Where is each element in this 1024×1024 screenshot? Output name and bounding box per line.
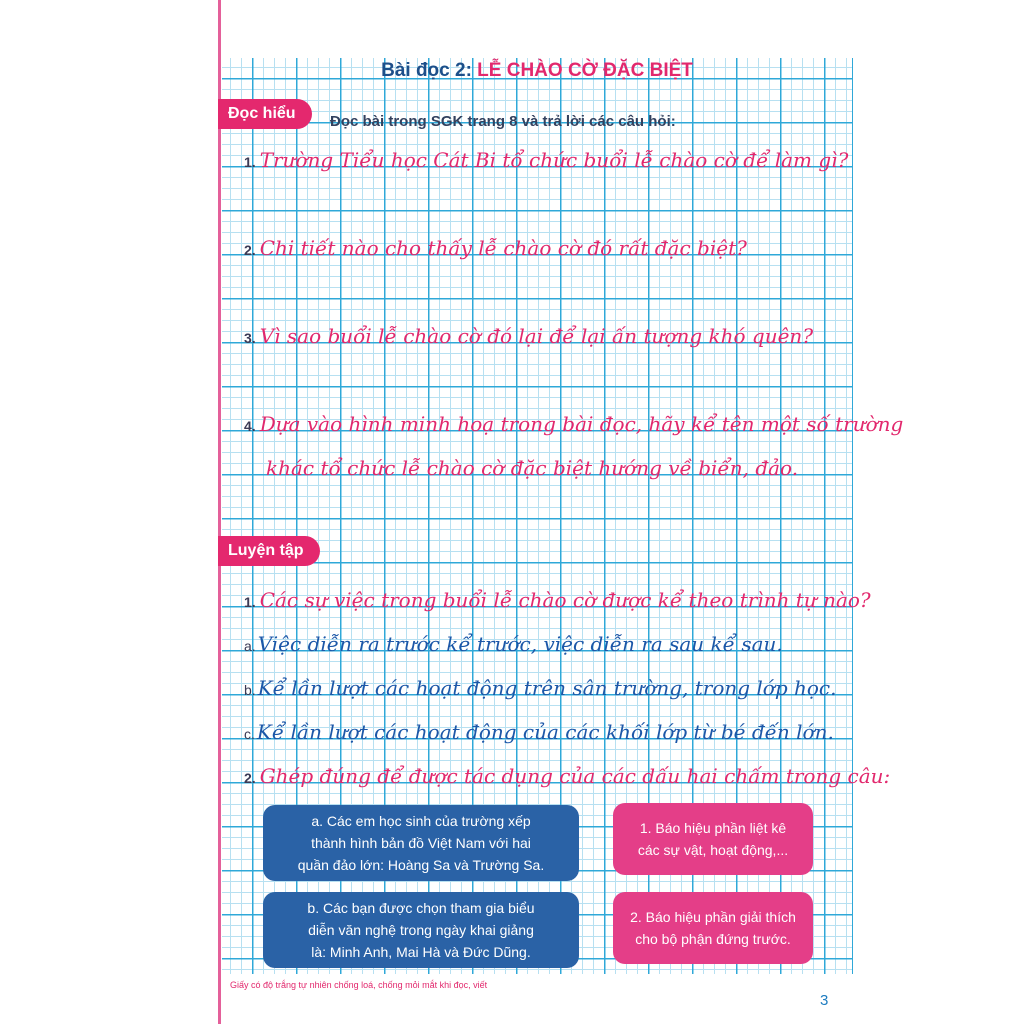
page-number: 3: [820, 992, 829, 1009]
match-left-b[interactable]: b. Các bạn được chọn tham gia biểu diễn văn nghệ trong ngày khai giảng là: Minh Anh, Mai Hà và Đức Dũng.: [263, 892, 579, 968]
doc-hieu-tag: Đọc hiểu: [218, 99, 312, 129]
lesson-title-prefix: Bài đọc 2:: [381, 60, 478, 81]
question-1: 1. Trường Tiểu học Cát Bi tổ chức buổi lễ chào cờ để làm gì?: [244, 148, 849, 172]
question-4-continued: khác tổ chức lễ chào cờ đặc biệt hướng về biển, đảo.: [266, 456, 799, 480]
match-left-a[interactable]: a. Các em học sinh của trường xếp thành hình bản đồ Việt Nam với hai quần đảo lớn: Hoàng Sa và Trường Sa.: [263, 805, 579, 881]
question-3: 3. Vì sao buổi lễ chào cờ đó lại để lại ấn tượng khó quên?: [244, 324, 814, 348]
practice-question-2: 2. Ghép đúng để được tác dụng của các dấu hai chấm trong câu:: [244, 764, 891, 788]
question-4: 4. Dựa vào hình minh hoạ trong bài đọc, hãy kể tên một số trường: [244, 412, 904, 436]
doc-hieu-instruction: Đọc bài trong SGK trang 8 và trả lời các câu hỏi:: [330, 113, 676, 130]
question-2: 2. Chi tiết nào cho thấy lễ chào cờ đó rất đặc biệt?: [244, 236, 747, 260]
lesson-title-main: LỄ CHÀO CỜ ĐẶC BIỆT: [477, 60, 693, 81]
page-margin-line: [218, 0, 221, 1024]
option-b[interactable]: b. Kể lần lượt các hoạt động trên sân trường, trong lớp học.: [244, 676, 837, 700]
luyen-tap-tag: Luyện tập: [218, 536, 320, 566]
footer-note: Giấy có độ trắng tự nhiên chống loá, chống mỏi mắt khi đọc, viết: [230, 980, 488, 990]
lesson-title: [222, 60, 852, 82]
practice-question-1: 1. Các sự việc trong buổi lễ chào cờ được kể theo trình tự nào?: [244, 588, 871, 612]
option-c[interactable]: c. Kể lần lượt các hoạt động của các khối lớp từ bé đến lớn.: [244, 720, 834, 744]
match-right-1[interactable]: 1. Báo hiệu phần liệt kê các sự vật, hoạt động,...: [613, 803, 813, 875]
match-right-2[interactable]: 2. Báo hiệu phần giải thích cho bộ phận đứng trước.: [613, 892, 813, 964]
option-a[interactable]: a. Việc diễn ra trước kể trước, việc diễn ra sau kể sau.: [244, 632, 783, 656]
